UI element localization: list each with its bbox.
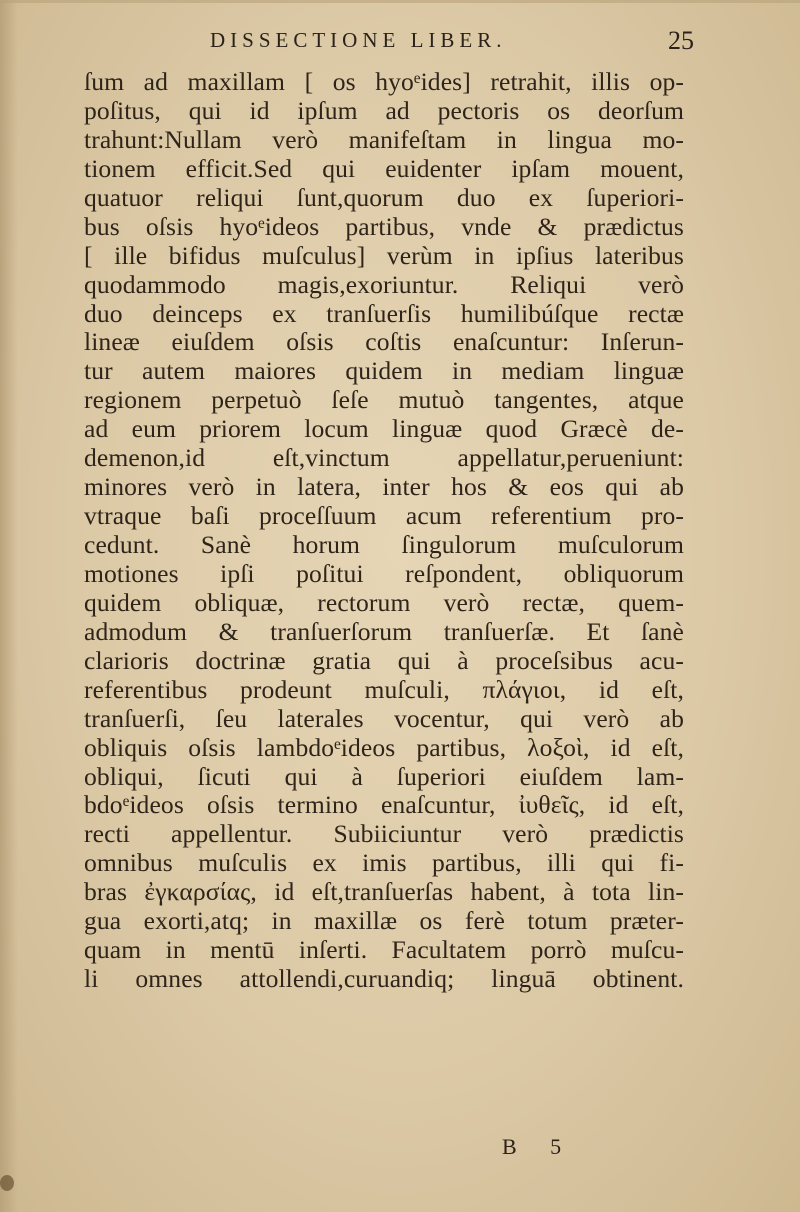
text-line: quatuor reliqui ſunt,quorum duo ex ſuperiori- [84, 182, 684, 212]
text-line: minores verò in latera, inter hos & eos qui ab [84, 472, 684, 502]
text-line: tionem efficit.Sed qui euidenter ipſam mouent, [84, 153, 684, 183]
text-line: li omnes attollendi,curuandiq; linguā obtinent. [84, 964, 684, 994]
text-line: motiones ipſi poſitui reſpondent, obliquorum [84, 558, 684, 588]
text-line: gua exorti,atq; in maxillæ os ferè totum præter- [84, 906, 684, 936]
text-line: duo deinceps ex tranſuerſis humilibúſque rectæ [84, 298, 684, 328]
text-line: ad eum priorem locum linguæ quod Græcè de- [84, 414, 684, 444]
page-edge [0, 0, 800, 3]
text-line: [ ille bifidus muſculus] verùm in ipſius lateribus [84, 240, 684, 270]
text-line: recti appellentur. Subiiciuntur verò prædictis [84, 819, 684, 849]
page-number: 25 [668, 26, 694, 55]
text-line: tur autem maiores quidem in mediam linguæ [84, 356, 684, 386]
text-line: quidem obliquæ, rectorum verò rectæ, quem- [84, 587, 684, 617]
text-line: ſum ad maxillam [ os hyoᵉides] retrahit, illis op- [84, 68, 684, 96]
text-line: trahunt:Nullam verò manifeſtam in lingua mo- [84, 124, 684, 154]
text-line: tranſuerſi, ſeu laterales vocentur, qui verò ab [84, 703, 684, 733]
text-line: obliqui, ſicuti qui à ſuperiori eiuſdem lam- [84, 761, 684, 791]
text-line: demenon,id eſt,vinctum appellatur,perueniunt: [84, 443, 684, 473]
page-header [0, 28, 800, 60]
text-line: obliquis oſsis lambdoᵉideos partibus, λοξοὶ, id eſt, [84, 732, 684, 762]
ink-stain [0, 1175, 14, 1191]
text-line: quodammodo magis,exoriuntur. Reliqui verò [84, 269, 684, 299]
running-head: DISSECTIONE LIBER. [210, 28, 507, 52]
text-line: regionem perpetuò ſeſe mutuò tangentes, atque [84, 385, 684, 415]
text-line: admodum & tranſuerſorum tranſuerſæ. Et ſanè [84, 616, 684, 646]
text-line: cedunt. Sanè horum ſingulorum muſculorum [84, 530, 684, 559]
text-line: bus oſsis hyoᵉideos partibus, vnde & prædictus [84, 211, 684, 241]
text-line: clarioris doctrinæ gratia qui à proceſsibus acu- [84, 645, 684, 675]
text-line: omnibus muſculis ex imis partibus, illi qui fi- [84, 848, 684, 878]
text-line: referentibus prodeunt muſculi, πλάγιοι, id eſt, [84, 674, 684, 704]
text-block [84, 68, 684, 1158]
text-line: vtraque baſi proceſſuum acum referentium pro- [84, 501, 684, 531]
text-line: bdoᵉideos oſsis termino enaſcuntur, ἰυθεῖς, id eſt, [84, 790, 684, 820]
text-line: quam in mentū inſerti. Facultatem porrò muſcu- [84, 935, 684, 965]
text-line: lineæ eiuſdem oſsis coſtis enaſcuntur: Inſerun- [84, 327, 684, 357]
text-line: poſitus, qui id ipſum ad pectoris os deorſum [84, 95, 684, 125]
text-line: bras ἐγκαρσίας, id eſt,tranſuerſas habent, à tota lin- [84, 877, 684, 907]
signature-mark: B 5 [502, 1134, 576, 1159]
